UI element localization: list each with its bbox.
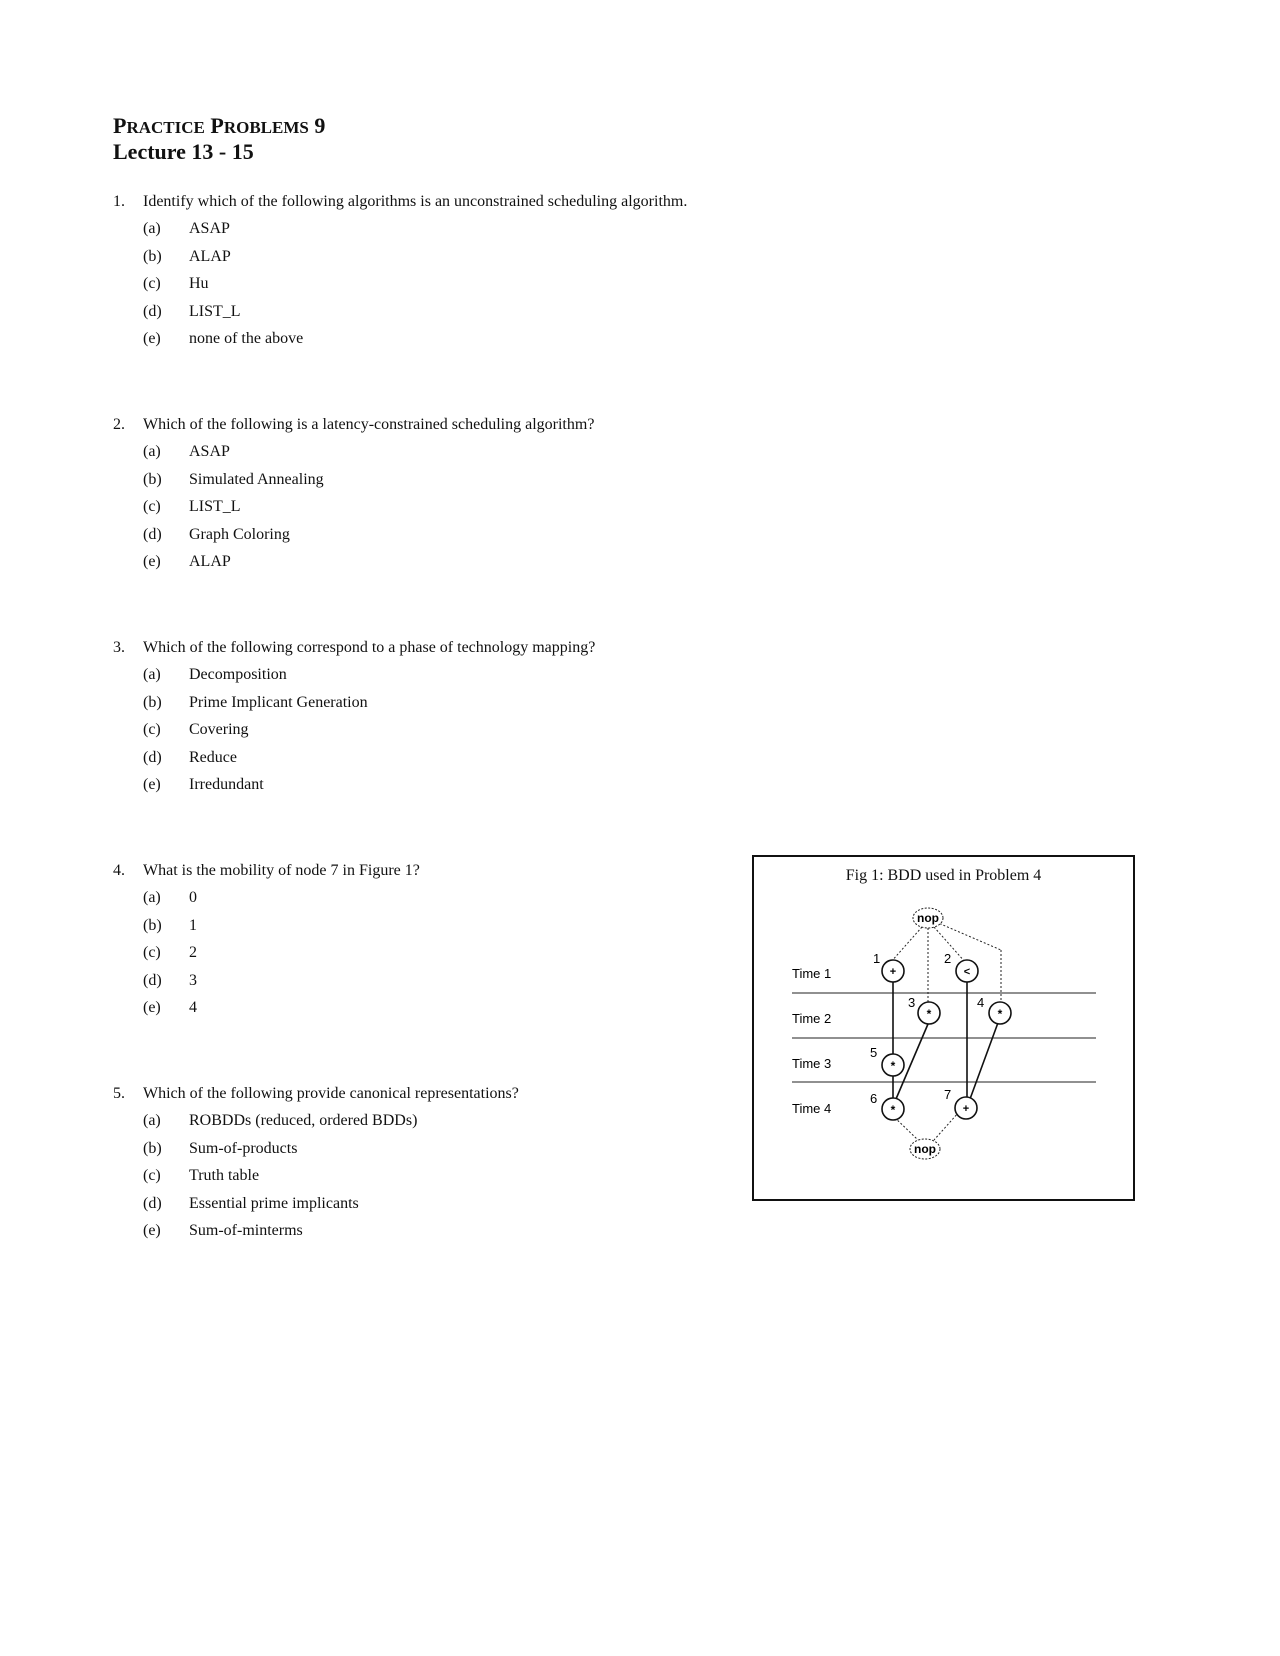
sink-nop-label: nop bbox=[914, 1142, 936, 1156]
option-letter: (e) bbox=[143, 553, 161, 570]
title-part: 9 bbox=[308, 113, 326, 138]
option-text: LIST_L bbox=[189, 498, 241, 515]
node-id: 3 bbox=[908, 995, 916, 1010]
question-number: 3. bbox=[113, 639, 125, 656]
option-text: Irredundant bbox=[189, 776, 264, 793]
scheduling-graph bbox=[754, 857, 1133, 1199]
page-title bbox=[113, 113, 325, 141]
option-text: Decomposition bbox=[189, 666, 287, 683]
question-text: What is the mobility of node 7 in Figure 1? bbox=[143, 862, 420, 879]
option-text: 4 bbox=[189, 999, 197, 1016]
option-text: Essential prime implicants bbox=[189, 1194, 359, 1212]
option-letter: (c) bbox=[143, 1167, 161, 1184]
question-text: Which of the following provide canonical representations? bbox=[143, 1085, 519, 1102]
node-op: * bbox=[890, 1103, 896, 1117]
option-letter: (b) bbox=[143, 1139, 162, 1157]
dependency-edge bbox=[970, 1020, 999, 1099]
option-text: Reduce bbox=[189, 748, 237, 766]
time-label: Time 2 bbox=[792, 1011, 832, 1026]
answer-option bbox=[113, 215, 687, 243]
answer-option bbox=[113, 521, 594, 549]
question-text: Identify which of the following algorithms is an unconstrained scheduling algorithm. bbox=[143, 193, 688, 210]
option-letter: (a) bbox=[143, 889, 161, 906]
answer-option bbox=[113, 771, 595, 799]
node-op: + bbox=[962, 1103, 970, 1115]
option-letter: (d) bbox=[143, 1194, 162, 1212]
answer-option bbox=[113, 270, 687, 298]
answer-option bbox=[113, 884, 420, 912]
option-letter: (e) bbox=[143, 776, 161, 793]
answer-option bbox=[113, 744, 595, 772]
option-letter: (b) bbox=[143, 916, 162, 934]
source-nop-label: nop bbox=[917, 911, 939, 925]
question-number: 1. bbox=[113, 193, 125, 210]
title-part: RACTICE bbox=[126, 118, 205, 137]
title-part: P bbox=[204, 113, 224, 138]
figure-caption: Fig 1: BDD used in Problem 4 bbox=[845, 867, 1042, 884]
page-subtitle: Lecture 13 - 15 bbox=[113, 139, 254, 164]
question-text: Which of the following is a latency-constrained scheduling algorithm? bbox=[143, 416, 595, 433]
question-number: 4. bbox=[113, 862, 125, 879]
answer-option bbox=[113, 1190, 519, 1218]
node-id: 6 bbox=[870, 1091, 878, 1106]
answer-option bbox=[113, 243, 687, 271]
time-label: Time 3 bbox=[792, 1056, 832, 1071]
answer-option bbox=[113, 1162, 519, 1190]
question-3 bbox=[113, 634, 595, 799]
title-part: P bbox=[113, 113, 127, 138]
question-2 bbox=[113, 411, 594, 576]
option-letter: (d) bbox=[143, 748, 162, 766]
option-letter: (b) bbox=[143, 693, 162, 711]
option-text: 2 bbox=[189, 944, 197, 961]
answer-option bbox=[113, 689, 595, 717]
option-text: none of the above bbox=[189, 330, 304, 347]
question-4 bbox=[113, 857, 420, 1022]
option-letter: (c) bbox=[143, 721, 161, 738]
question-stem bbox=[113, 411, 594, 438]
time-label: Time 1 bbox=[792, 966, 832, 981]
option-text: ROBDDs (reduced, ordered BDDs) bbox=[189, 1112, 418, 1129]
option-text: 3 bbox=[189, 971, 197, 989]
option-text: ALAP bbox=[189, 247, 231, 265]
option-text: ASAP bbox=[189, 220, 230, 237]
title-part: ROBLEMS bbox=[223, 118, 309, 137]
answer-option bbox=[113, 548, 594, 576]
option-text: Hu bbox=[189, 275, 209, 292]
option-text: Covering bbox=[189, 721, 249, 738]
node-op: < bbox=[963, 966, 971, 978]
answer-option bbox=[113, 325, 687, 353]
question-1 bbox=[113, 188, 687, 353]
answer-option bbox=[113, 1135, 519, 1163]
option-letter: (b) bbox=[143, 470, 162, 488]
answer-option bbox=[113, 967, 420, 995]
option-letter: (a) bbox=[143, 666, 161, 683]
dependency-edge bbox=[890, 927, 922, 963]
question-stem bbox=[113, 188, 687, 215]
option-letter: (e) bbox=[143, 330, 161, 347]
question-stem bbox=[113, 857, 420, 884]
option-letter: (c) bbox=[143, 275, 161, 292]
option-letter: (c) bbox=[143, 944, 161, 961]
option-text: Graph Coloring bbox=[189, 525, 290, 543]
answer-option bbox=[113, 298, 687, 326]
option-letter: (a) bbox=[143, 1112, 161, 1129]
option-letter: (a) bbox=[143, 220, 161, 237]
answer-option bbox=[113, 661, 595, 689]
answer-option bbox=[113, 912, 420, 940]
node-op: * bbox=[997, 1007, 1003, 1021]
question-stem bbox=[113, 1080, 519, 1107]
option-text: ASAP bbox=[189, 443, 230, 460]
node-op: + bbox=[889, 966, 897, 978]
answer-option bbox=[113, 1107, 519, 1135]
answer-option bbox=[113, 438, 594, 466]
answer-option bbox=[113, 939, 420, 967]
option-letter: (e) bbox=[143, 999, 161, 1016]
answer-option bbox=[113, 493, 594, 521]
question-number: 5. bbox=[113, 1085, 125, 1102]
option-letter: (c) bbox=[143, 498, 161, 515]
option-letter: (b) bbox=[143, 247, 162, 265]
option-letter: (a) bbox=[143, 443, 161, 460]
question-number: 2. bbox=[113, 416, 125, 433]
answer-option bbox=[113, 716, 595, 744]
dependency-edge bbox=[936, 922, 1001, 950]
node-id: 2 bbox=[944, 951, 952, 966]
option-letter: (e) bbox=[143, 1222, 161, 1239]
option-text: 1 bbox=[189, 916, 197, 934]
option-text: Truth table bbox=[189, 1167, 260, 1184]
option-text: ALAP bbox=[189, 553, 231, 570]
figure-1 bbox=[752, 855, 1135, 1201]
answer-option bbox=[113, 994, 420, 1022]
question-text: Which of the following correspond to a phase of technology mapping? bbox=[143, 639, 596, 656]
option-text: LIST_L bbox=[189, 302, 241, 320]
answer-option bbox=[113, 1217, 519, 1245]
node-id: 5 bbox=[870, 1045, 878, 1060]
option-letter: (d) bbox=[143, 971, 162, 989]
dependency-edge bbox=[934, 1112, 959, 1140]
option-text: 0 bbox=[189, 889, 197, 906]
option-text: Sum-of-minterms bbox=[189, 1222, 303, 1239]
answer-option bbox=[113, 466, 594, 494]
node-op: * bbox=[890, 1059, 896, 1073]
question-stem bbox=[113, 634, 595, 661]
question-5 bbox=[113, 1080, 519, 1245]
option-text: Simulated Annealing bbox=[189, 470, 324, 488]
option-letter: (d) bbox=[143, 525, 162, 543]
option-text: Prime Implicant Generation bbox=[189, 693, 368, 711]
node-op: * bbox=[926, 1007, 932, 1021]
node-id: 4 bbox=[977, 995, 985, 1010]
node-id: 1 bbox=[873, 951, 881, 966]
time-label: Time 4 bbox=[792, 1101, 832, 1116]
option-letter: (d) bbox=[143, 302, 162, 320]
option-text: Sum-of-products bbox=[189, 1139, 298, 1157]
node-id: 7 bbox=[944, 1087, 952, 1102]
